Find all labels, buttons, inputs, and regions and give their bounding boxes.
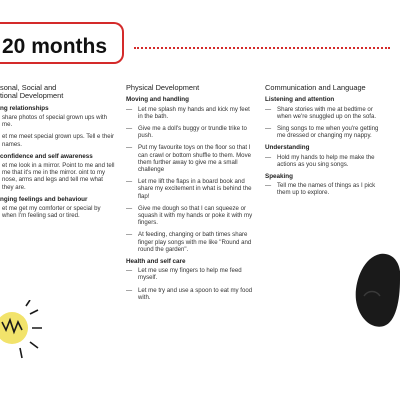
- list-item: — Sing songs to me when you're getting me dressed or changing my nappy.: [265, 125, 379, 140]
- section-heading: Moving and handling: [126, 96, 189, 104]
- section-list: [0, 114, 116, 148]
- area-heading: Communication and Language: [265, 83, 366, 92]
- column-personal-social: [0, 84, 116, 224]
- list-item: et me get my comforter or special by when I'm feeling sad or tired.: [2, 205, 101, 220]
- section-list: [265, 106, 383, 140]
- list-item: et me meet special grown ups. Tell e their names.: [2, 133, 114, 148]
- section-heading: Health and self care: [126, 258, 186, 266]
- page-title: 20 months: [2, 35, 108, 58]
- section-heading: nging feelings and behaviour: [0, 195, 88, 203]
- list-item: et me look in a mirror. Point to me and tell me that it's me in the mirror. oint to my nose, arms and legs and tell me what they are.: [2, 162, 115, 191]
- sun-scribble-icon: [0, 300, 44, 360]
- section-list: [0, 205, 116, 219]
- list-item: — Tell me the names of things as I pick them up to explore.: [265, 182, 376, 197]
- section-heading: ng relationships: [0, 104, 49, 112]
- list-item: — Hold my hands to help me make the actions as you sing songs.: [265, 153, 375, 168]
- black-blob-illustration: [350, 250, 400, 330]
- section-list: [126, 106, 256, 253]
- section-heading: Speaking: [265, 173, 293, 181]
- list-item: — Let me splash my hands and kick my feet in the bath.: [126, 105, 250, 120]
- list-item: — Give me a doll's buggy or trundle trike to push.: [126, 125, 247, 140]
- section-list: [265, 182, 383, 196]
- section-list: [126, 267, 256, 301]
- list-item: — Let me lift the flaps in a board book and share my excitement in what is behind the flap!: [126, 178, 252, 200]
- list-item: — Let me try and use a spoon to eat my food with.: [126, 286, 253, 301]
- section-list: [265, 154, 383, 168]
- list-item: — At feeding, changing or bath times share finger play songs with me like "Round and round the garden".: [126, 231, 252, 253]
- blob-shape: [356, 254, 400, 327]
- dotted-divider: [134, 47, 390, 49]
- section-list: [0, 162, 116, 191]
- area-heading: Physical Development: [126, 83, 200, 92]
- list-item: — Share stories with me at bedtime or when we're snuggled up on the sofa.: [265, 105, 377, 120]
- area-heading: sonal, Social and tional Development: [0, 83, 64, 101]
- list-item: — Put my favourite toys on the floor so that I can crawl or bottom shuffle to them. Move them further away to give me a small challenge: [126, 144, 252, 174]
- list-item: — Let me use my fingers to help me feed myself.: [126, 267, 242, 282]
- section-heading: Listening and attention: [265, 96, 335, 104]
- column-physical: [126, 84, 256, 306]
- list-item: share photos of special grown ups with me.: [2, 114, 108, 129]
- list-item: — Give me dough so that I can squeeze or squash it with my hands or poke it with my fingers.: [126, 204, 253, 227]
- section-heading: Understanding: [265, 144, 310, 152]
- section-heading: confidence and self awareness: [0, 152, 93, 160]
- column-communication: [265, 84, 383, 202]
